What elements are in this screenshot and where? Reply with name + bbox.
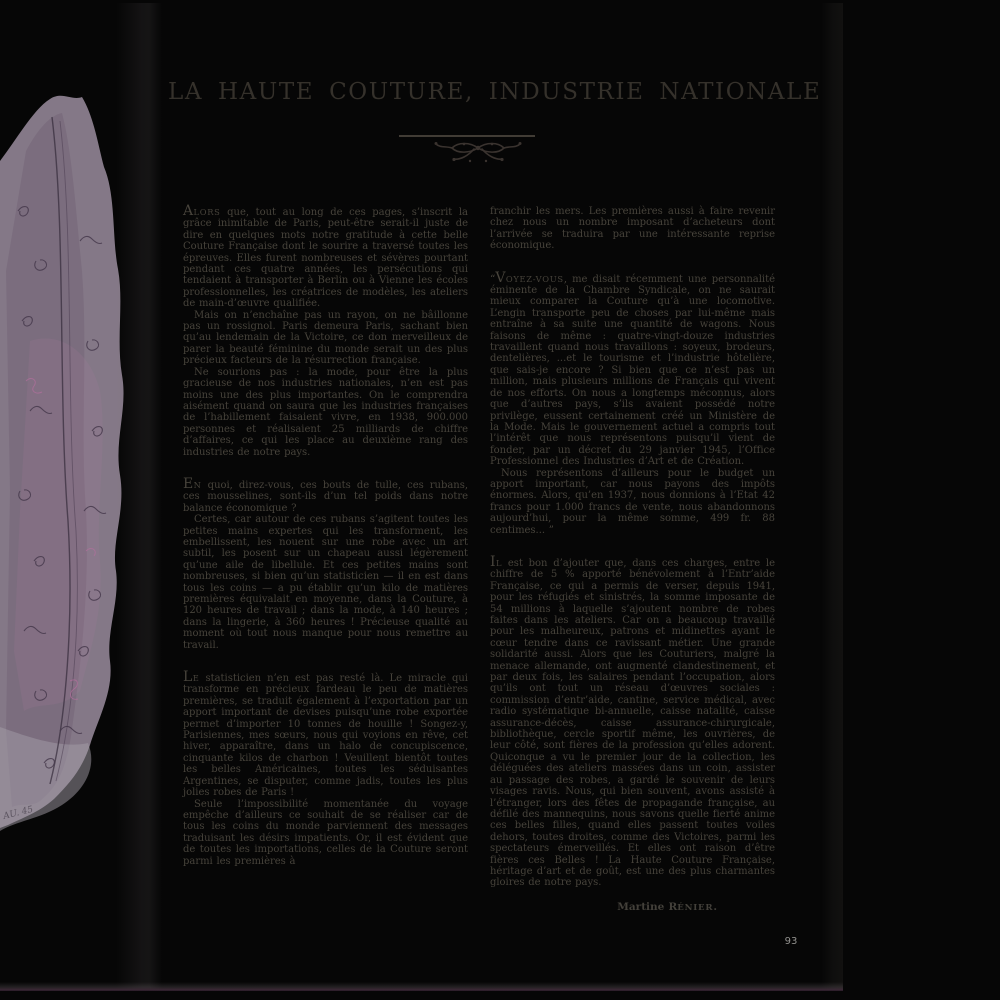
paragraph: “VOYEZ-VOUS, me disait récemment une personnalité éminente de la Chambre Syndicale, on ne saurait mieux comparer la Couture qu’à une locomotive. L’engin transporte peu de choses par lui-même mais entraîne à sa suite une quantité de wagons. Nous faisons de même : quatre-vingt-douze industries travaillent quand nous travaillons : soyeux, brodeurs, dentelières, ...et le tourisme et l’industrie hôtelière, que sais-je encore ? Si bien que ce n’est pas un million, mais plusieurs millions de Français qui vivent de nos efforts. On nous a longtemps méconnus, alors que d’autres pays, s’ils avaient possédé notre privilège, eussent certainement créé un Ministère de la Mode. Mais le gouvernement actuel a compris tout l’intérêt que nous représentons puisqu’il vient de fonder, par un décret du 29 janvier 1945, l’Office Professionnel des Industries d’Art et de Création. (490, 269, 775, 468)
page-gutter-shadow (116, 3, 162, 991)
paragraph: EN quoi, direz-vous, ces bouts de tulle, ces rubans, ces mousselines, sont-ils d’un tel poids dans notre balance économique ? (183, 475, 468, 514)
paragraph: franchir les mers. Les premières aussi à faire revenir chez nous un nombre imposant d’acheteurs dont l’arrivée se traduira par une intéressante reprise économique. (490, 206, 775, 252)
article-body (183, 203, 775, 914)
author-signature: Martine RÉNIER. (617, 900, 717, 913)
page-number: 93 (784, 936, 798, 947)
floral-ornament-icon (430, 140, 526, 166)
page-edge-shadow-bottom (0, 982, 843, 991)
title-rule (399, 135, 535, 137)
paragraph: ALORS que, tout au long de ces pages, s’inscrit la grâce inimitable de Paris, peut-être serait-il juste de dire en quelques mots notre gratitude à cette belle Couture Française dont le sourire a traversé toutes les épreuves. Elles furent nombreuses et sévères pourtant pendant ces quatre années, les persécutions qui tendaient à transporter à Berlin ou à Vienne les écoles professionnelles, les créatrices de modèles, les ateliers de main-d’œuvre qualifiée. (183, 203, 468, 310)
paragraph: Seule l’impossibilité momentanée du voyage empêche d’ailleurs ce souhait de se réaliser car de tous les coins du monde parviennent des messages traduisant les désirs impatients. Or, il est évident que de toutes les importations, celles de la Couture seront parmi les premières à (183, 798, 468, 867)
paragraph: Ne sourions pas : la mode, pour être la plus gracieuse de nos industries nationales, n’en est pas moins une des plus importantes. On le comprendra aisément quand on saura que les industries françaises de l’habillement faisaient vivre, en 1938, 900.000 personnes et réalisaient 25 milliards de chiffre d’affaires, ce qui les place au deuxième rang des industries de notre pays. (183, 366, 468, 458)
paragraph: LE statisticien n’en est pas resté là. Le miracle qui transforme en précieux fardeau le peu de matières premières, se traduit également à l’exportation par un apport important de devises puisqu’une robe exportée permet d’importer 10 tonnes de houille ! Songez-y, Parisiennes, mes sœurs, nous qui voyions en rêve, cet hiver, apparaître, dans un halo de concupiscence, cinquante kilos de charbon ! Veuillent bientôt toutes les belles Américaines, toutes les séduisantes Argentines, se disputer, comme jadis, toutes les plus jolies robes de Paris ! (183, 669, 468, 799)
column-right (490, 206, 775, 914)
paragraph: Certes, car autour de ces rubans s’agitent toutes les petites mains expertes qui les transforment, les embellissent, les nouent sur une robe avec un art subtil, les posent sur un chapeau aussi légèrement qu’une aile de libellule. Et ces petites mains sont nombreuses, si bien qu’un statisticien — il en est dans tous les coins — a pu établir qu’un kilo de matières premières équivalait en moyenne, dans la Couture, à 120 heures de travail ; dans la mode, à 140 heures ; dans la lingerie, à 360 heures ! Précieuse qualité au moment où tout nous manque pour nous remettre au travail. (183, 514, 468, 651)
book-page-scan (0, 3, 843, 991)
column-left (183, 203, 468, 914)
article-title: LA HAUTE COUTURE, INDUSTRIE NATIONALE (168, 79, 822, 105)
paragraph: IL est bon d’ajouter que, dans ces charges, entre le chiffre de 5 % apporté bénévolement à l’Entr’aide Française, ce qui a permis de verser, depuis 1941, pour les réfugiés et sinistrés, la somme imposante de 54 millions à laquelle s’ajoutent nombre de robes faites dans les ateliers. Car on a beaucoup travaillé pour les malheureux, patrons et midinettes ayant le cœur tendre dans ce ravissant métier. Une grande solidarité aussi. Alors que les Couturiers, malgré la menace allemande, ont augmenté clandestinement, et par deux fois, les salaires pendant l’occupation, alors qu’ils ont tout un réseau d’œuvres sociales : commission d’entr’aide, cantine, service médical, avec radio systématique bi-annuelle, caisse natalité, caisse assurance-décès, caisse assurance-chirurgicale, bibliothèque, cercle sportif même, les ouvrières, de leur côté, sont fières de la profession qu’elles adorent. Quiconque a vu le premier jour de la collection, les déléguées des ateliers massées dans un coin, assister au passage des robes, a gardé le souvenir de leurs visages ravis. Nous, qui bien souvent, avons assisté à l’étranger, lors des fêtes de propagande française, au défilé des mannequins, nous savons quelle fierté anime ces belles filles, quand elles passent toutes voiles dehors, toutes droites, comme des Victoires, parmi les spectateurs émerveillés. Et elles ont raison d’être fières ces Belles ! La Haute Couture Française, héritage d’art et de goût, est une des plus charmantes gloires de notre pays. (490, 553, 775, 889)
paragraph: Mais on n’enchaîne pas un rayon, on ne bâillonne pas un rossignol. Paris demeura Paris, sachant bien qu’au lendemain de la Victoire, ce don merveilleux de parer la beauté féminine du monde serait un des plus précieux facteurs de la résurrection française. (183, 309, 468, 367)
illustration-signature: AU. 45 (2, 804, 35, 822)
page-edge-shadow-right (821, 3, 843, 991)
paragraph: Nous représentons d’ailleurs pour le budget un apport important, car nous payons des impôts énormes. Alors, qu’en 1937, nous donnions à l’Etat 42 francs pour 1.000 francs de vente, nous abandonnons aujourd’hui, pour la même somme, 499 fr. 88 centimes... ” (490, 467, 775, 536)
